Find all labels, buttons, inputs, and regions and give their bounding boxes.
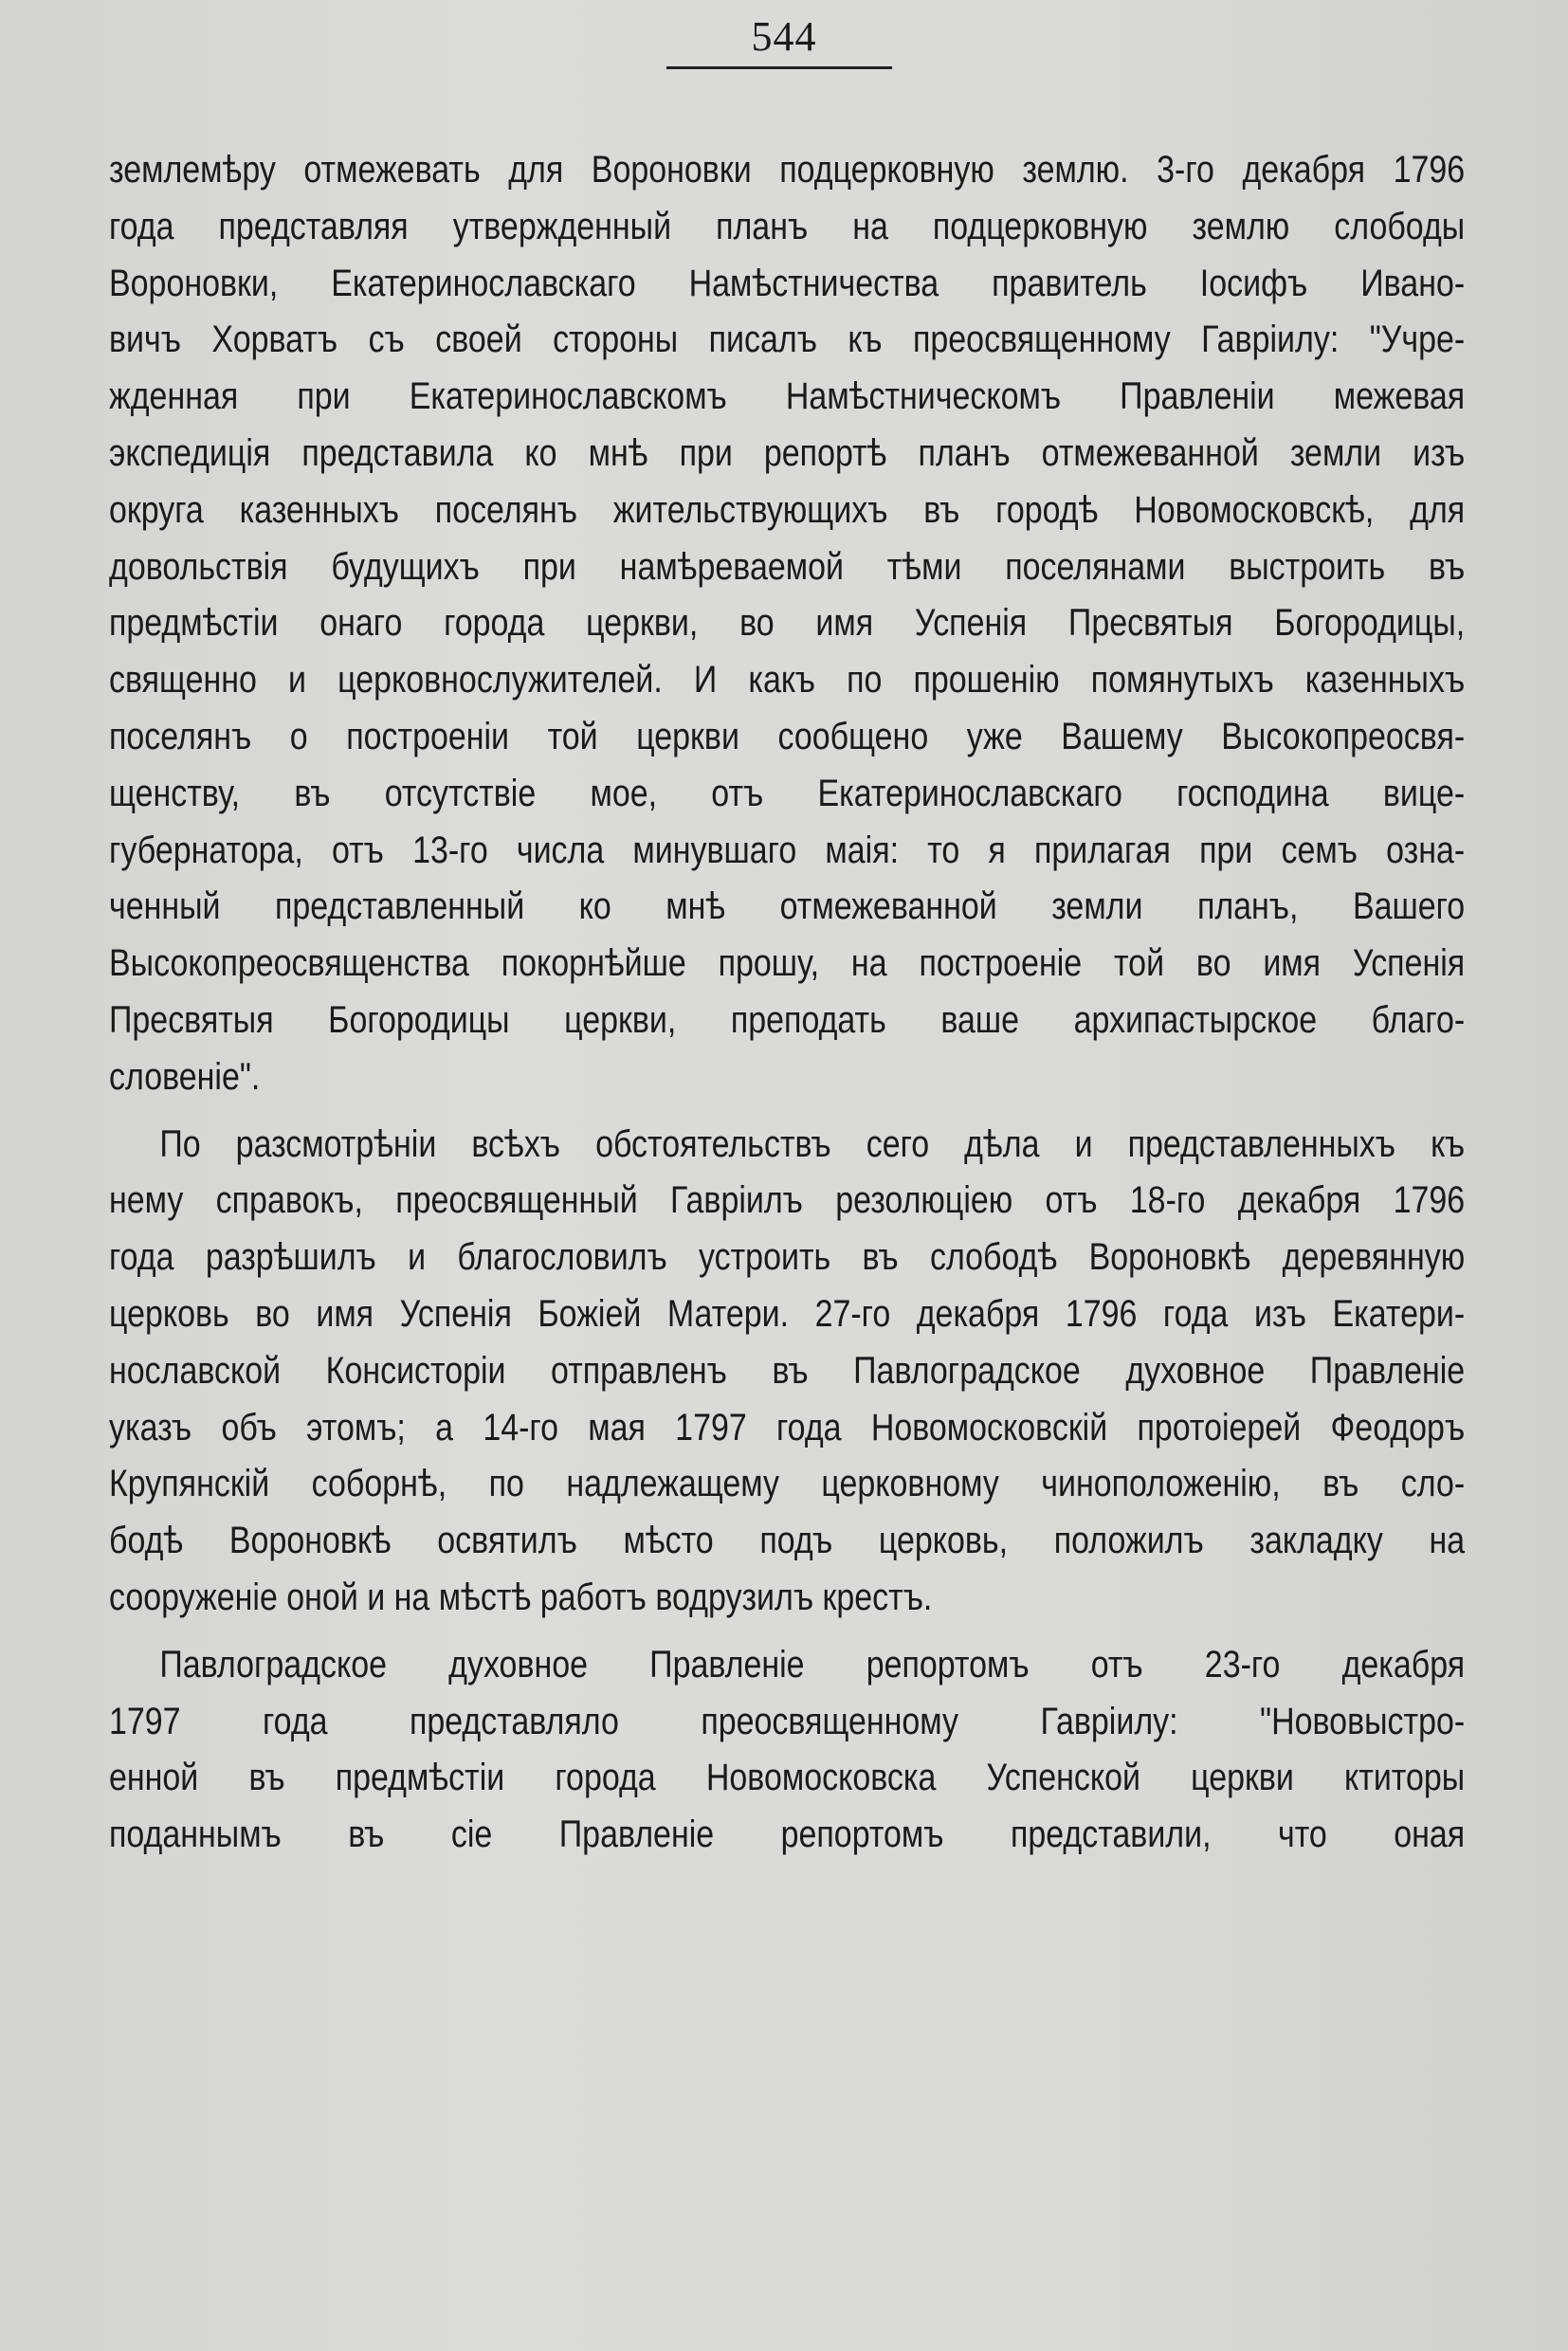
text-line: поселянъ о построеніи той церкви сообщено уже Вашему Высокопреосвя- bbox=[109, 715, 1466, 757]
text-line: Высокопреосвященства покорнѣйше прошу, на построеніе той во имя Успенія bbox=[109, 942, 1466, 985]
text-line: вичъ Хорватъ съ своей стороны писалъ къ преосвященному Гавріилу: "Учре- bbox=[109, 319, 1466, 361]
text-line: нему справокъ, преосвященный Гавріилъ резолюціею отъ 18-го декабря 1796 bbox=[109, 1179, 1466, 1222]
text-body bbox=[109, 142, 1465, 1864]
paragraph bbox=[109, 1637, 1465, 1864]
text-line: округа казенныхъ поселянъ жительствующихъ въ городѣ Новомосковскѣ, для bbox=[109, 488, 1466, 531]
text-line: ченный представленный ко мнѣ отмежеванной земли планъ, Вашего bbox=[109, 885, 1466, 928]
text-line: предмѣстіи онаго города церкви, во имя Успенія Пресвятыя Богородицы, bbox=[109, 602, 1466, 645]
text-line: Вороновки, Екатеринославскаго Намѣстничества правитель Іосифъ Ивано- bbox=[109, 262, 1466, 304]
paragraph-gap bbox=[109, 1106, 1465, 1117]
text-line: года разрѣшилъ и благословилъ устроить въ слободѣ Вороновкѣ деревянную bbox=[109, 1236, 1466, 1279]
text-line: жденная при Екатеринославскомъ Намѣстническомъ Правленіи межевая bbox=[109, 375, 1466, 418]
text-line: довольствія будущихъ при намѣреваемой тѣми поселянами выстроить въ bbox=[109, 545, 1466, 588]
page-number: 544 bbox=[751, 13, 817, 60]
header-rule bbox=[666, 66, 892, 69]
text-line: щенству, въ отсутствіе мое, отъ Екатеринославскаго господина вице- bbox=[109, 772, 1466, 814]
text-line: церковь во имя Успенія Божіей Матери. 27-го декабря 1796 года изъ Екатери- bbox=[109, 1292, 1466, 1335]
text-line: года представляя утвержденный планъ на подцерковную землю слободы bbox=[109, 205, 1466, 247]
text-line: Крупянскій соборнѣ, по надлежащему церковному чиноположенію, въ сло- bbox=[109, 1463, 1466, 1505]
text-line: 1797 года представляло преосвященному Гавріилу: "Нововыстро- bbox=[109, 1700, 1466, 1742]
paragraph bbox=[109, 1117, 1465, 1627]
text-line: Павлоградское духовное Правленіе репортомъ отъ 23-го декабря bbox=[159, 1643, 1466, 1686]
text-line: указъ объ этомъ; а 14-го мая 1797 года Новомосковскій протоіерей Феодоръ bbox=[109, 1406, 1466, 1449]
paragraph-gap bbox=[109, 1627, 1465, 1637]
text-line: экспедиція представила ко мнѣ при репортѣ планъ отмежеванной земли изъ bbox=[109, 431, 1466, 474]
text-line: сооруженіе оной и на мѣстѣ работъ водрузилъ крестъ. bbox=[109, 1576, 933, 1618]
text-line: Пресвятыя Богородицы церкви, преподать ваше архипастырское благо- bbox=[109, 998, 1466, 1041]
text-line: священно и церковнослужителей. И какъ по прошенію помянутыхъ казенныхъ bbox=[109, 659, 1466, 702]
text-line: енной въ предмѣстіи города Новомосковска Успенской церкви ктиторы bbox=[109, 1757, 1466, 1799]
text-line: По разсмотрѣніи всѣхъ обстоятельствъ сего дѣла и представленныхъ къ bbox=[159, 1122, 1466, 1165]
text-line: нославской Консисторіи отправленъ въ Павлоградское духовное Правленіе bbox=[109, 1349, 1466, 1392]
text-line: землемѣру отмежевать для Вороновки подцерковную землю. 3-го декабря 1796 bbox=[109, 149, 1466, 191]
text-line: бодѣ Вороновкѣ освятилъ мѣсто подъ церковь, положилъ закладку на bbox=[109, 1520, 1466, 1562]
text-line: губернатора, отъ 13-го числа минувшаго маія: то я прилагая при семъ озна- bbox=[109, 829, 1466, 871]
paragraph bbox=[109, 142, 1465, 1106]
text-line: поданнымъ въ сіе Правленіе репортомъ представили, что оная bbox=[109, 1813, 1466, 1856]
text-line: словеніе". bbox=[109, 1055, 261, 1098]
